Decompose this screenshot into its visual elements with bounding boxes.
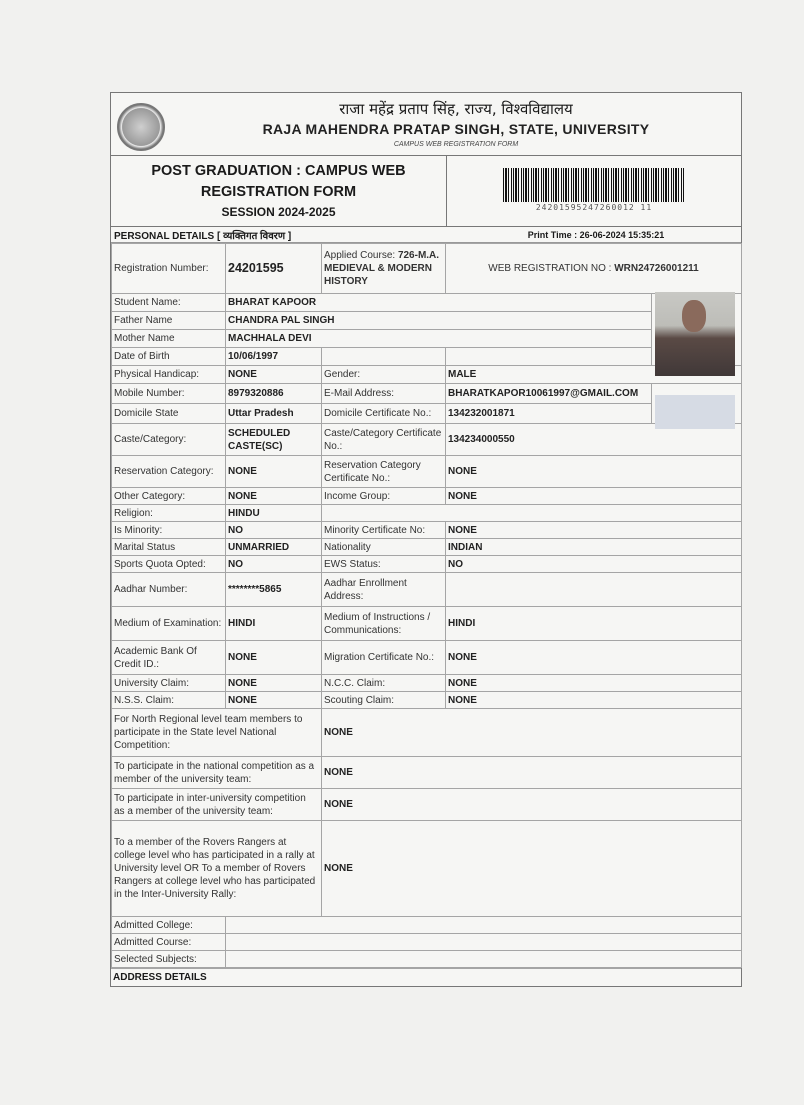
field-label: Registration Number: [112, 244, 226, 294]
field-label: Nationality [322, 539, 446, 556]
table-row [112, 934, 742, 951]
form-title-line2: REGISTRATION FORM [200, 184, 357, 200]
table-row [112, 294, 742, 312]
field-label: WEB REGISTRATION NO : [488, 263, 612, 274]
field-label: Applied Course: [324, 250, 396, 261]
form-title-line1: POST GRADUATION : CAMPUS WEB [151, 163, 406, 179]
reservation-certificate: NONE [446, 456, 742, 488]
nationality: INDIAN [446, 539, 742, 556]
table-row [112, 709, 742, 757]
field-label: Marital Status [112, 539, 226, 556]
table-row [112, 917, 742, 934]
inter-university-claim: NONE [322, 789, 742, 821]
admitted-course [226, 934, 742, 951]
barcode-icon [503, 168, 685, 202]
field-label: Income Group: [322, 488, 446, 505]
field-label: To participate in the national competition as a member of the university team: [112, 757, 322, 789]
is-minority: NO [226, 522, 322, 539]
caste-certificate: 134234000550 [446, 424, 742, 456]
field-label: Mother Name [112, 330, 226, 348]
field-label: Mobile Number: [112, 384, 226, 404]
table-row [112, 404, 742, 424]
title-row [111, 156, 741, 227]
table-row [112, 789, 742, 821]
empty-cell [446, 348, 652, 366]
field-label: Other Category: [112, 488, 226, 505]
sports-quota: NO [226, 556, 322, 573]
student-signature [655, 395, 735, 429]
gender: MALE [446, 366, 742, 384]
field-label: N.C.C. Claim: [322, 675, 446, 692]
table-row [112, 348, 742, 366]
caste-category: SCHEDULED CASTE(SC) [226, 424, 322, 456]
field-label: Sports Quota Opted: [112, 556, 226, 573]
table-row [112, 505, 742, 522]
table-row [112, 692, 742, 709]
father-name: CHANDRA PAL SINGH [226, 312, 652, 330]
field-label: University Claim: [112, 675, 226, 692]
income-group: NONE [446, 488, 742, 505]
domicile-certificate: 134232001871 [446, 404, 652, 424]
registration-form [110, 92, 742, 987]
field-label: N.S.S. Claim: [112, 692, 226, 709]
ews-status: NO [446, 556, 742, 573]
field-label: Date of Birth [112, 348, 226, 366]
hindi-title: राजा महेंद्र प्रताप सिंह, राज्य, विश्वविद्यालय [339, 100, 573, 118]
table-row [112, 244, 742, 294]
empty-cell [322, 348, 446, 366]
applied-course-cell [322, 244, 446, 294]
field-label: To a member of the Rovers Rangers at college level who has participated in a rally at University level OR To a member of Rovers Rangers at college level who has participated in the Inter-University Rally: [112, 821, 322, 917]
mother-name: MACHHALA DEVI [226, 330, 652, 348]
aadhar-number: ********5865 [226, 573, 322, 607]
english-title: RAJA MAHENDRA PRATAP SINGH, STATE, UNIVERSITY [262, 121, 650, 137]
session-label: SESSION 2024-2025 [221, 205, 336, 219]
field-label: Gender: [322, 366, 446, 384]
form-header [111, 93, 741, 156]
table-row [112, 675, 742, 692]
personal-details-table [111, 243, 742, 968]
table-row [112, 522, 742, 539]
field-label: Admitted College: [112, 917, 226, 934]
field-label: Admitted Course: [112, 934, 226, 951]
personal-section-header [111, 227, 741, 243]
migration-certificate: NONE [446, 641, 742, 675]
field-label: Academic Bank Of Credit ID.: [112, 641, 226, 675]
reservation-category: NONE [226, 456, 322, 488]
field-label: Medium of Examination: [112, 607, 226, 641]
date-of-birth: 10/06/1997 [226, 348, 322, 366]
scouting-claim: NONE [446, 692, 742, 709]
table-row [112, 757, 742, 789]
table-row [112, 539, 742, 556]
registration-number: 24201595 [226, 244, 322, 294]
state-competition-claim: NONE [322, 709, 742, 757]
field-label: Aadhar Enrollment Address: [322, 573, 446, 607]
field-label: For North Regional level team members to participate in the State level National Competition: [112, 709, 322, 757]
minority-certificate: NONE [446, 522, 742, 539]
table-row [112, 488, 742, 505]
field-label: Medium of Instructions / Communications: [322, 607, 446, 641]
table-row [112, 424, 742, 456]
field-label: To participate in inter-university competition as a member of the university team: [112, 789, 322, 821]
barcode-number: 24201595247260012 11 [535, 203, 653, 212]
nss-claim: NONE [226, 692, 322, 709]
selected-subjects [226, 951, 742, 968]
field-label: Physical Handicap: [112, 366, 226, 384]
instruction-medium: HINDI [446, 607, 742, 641]
academic-bank-credit-id: NONE [226, 641, 322, 675]
field-label: Religion: [112, 505, 226, 522]
mobile-number: 8979320886 [226, 384, 322, 404]
field-label: Caste/Category: [112, 424, 226, 456]
ncc-claim: NONE [446, 675, 742, 692]
table-row [112, 366, 742, 384]
aadhar-address [446, 573, 742, 607]
national-competition-claim: NONE [322, 757, 742, 789]
table-row [112, 556, 742, 573]
domicile-state: Uttar Pradesh [226, 404, 322, 424]
field-label: Domicile Certificate No.: [322, 404, 446, 424]
face-icon [682, 300, 706, 332]
field-label: EWS Status: [322, 556, 446, 573]
table-row [112, 312, 742, 330]
field-label: Migration Certificate No.: [322, 641, 446, 675]
table-row [112, 951, 742, 968]
table-row [112, 607, 742, 641]
field-label: Caste/Category Certificate No.: [322, 424, 446, 456]
applied-course: 726-M.A. MEDIEVAL & MODERN HISTORY [324, 250, 440, 287]
table-row [112, 456, 742, 488]
field-label: Selected Subjects: [112, 951, 226, 968]
table-row [112, 641, 742, 675]
religion: HINDU [226, 505, 322, 522]
form-subtitle: CAMPUS WEB REGISTRATION FORM [393, 141, 519, 148]
admitted-college [226, 917, 742, 934]
field-label: Minority Certificate No: [322, 522, 446, 539]
marital-status: UNMARRIED [226, 539, 322, 556]
address-details-title: ADDRESS DETAILS [111, 968, 741, 986]
table-row [112, 384, 742, 404]
field-label: Student Name: [112, 294, 226, 312]
empty-cell [322, 505, 742, 522]
field-label: Reservation Category: [112, 456, 226, 488]
field-label: Father Name [112, 312, 226, 330]
other-category: NONE [226, 488, 322, 505]
print-time: Print Time : 26-06-2024 15:35:21 [527, 229, 665, 240]
field-label: Reservation Category Certificate No.: [322, 456, 446, 488]
field-label: Is Minority: [112, 522, 226, 539]
field-label: Domicile State [112, 404, 226, 424]
form-title-block [111, 156, 447, 226]
exam-medium: HINDI [226, 607, 322, 641]
physical-handicap: NONE [226, 366, 322, 384]
student-name: BHARAT KAPOOR [226, 294, 652, 312]
table-row [112, 821, 742, 917]
barcode-block [447, 156, 741, 226]
web-registration-number: WRN24726001211 [614, 263, 699, 274]
web-registration-cell [446, 244, 742, 294]
field-label: E-Mail Address: [322, 384, 446, 404]
rovers-rangers-claim: NONE [322, 821, 742, 917]
student-photo [655, 292, 735, 376]
table-row [112, 573, 742, 607]
email-address: BHARATKAPOR10061997@GMAIL.COM [446, 384, 652, 404]
university-claim: NONE [226, 675, 322, 692]
field-label: Scouting Claim: [322, 692, 446, 709]
personal-details-title: PERSONAL DETAILS [ व्यक्तिगत विवरण ] [114, 230, 292, 242]
table-row [112, 330, 742, 348]
field-label: Aadhar Number: [112, 573, 226, 607]
